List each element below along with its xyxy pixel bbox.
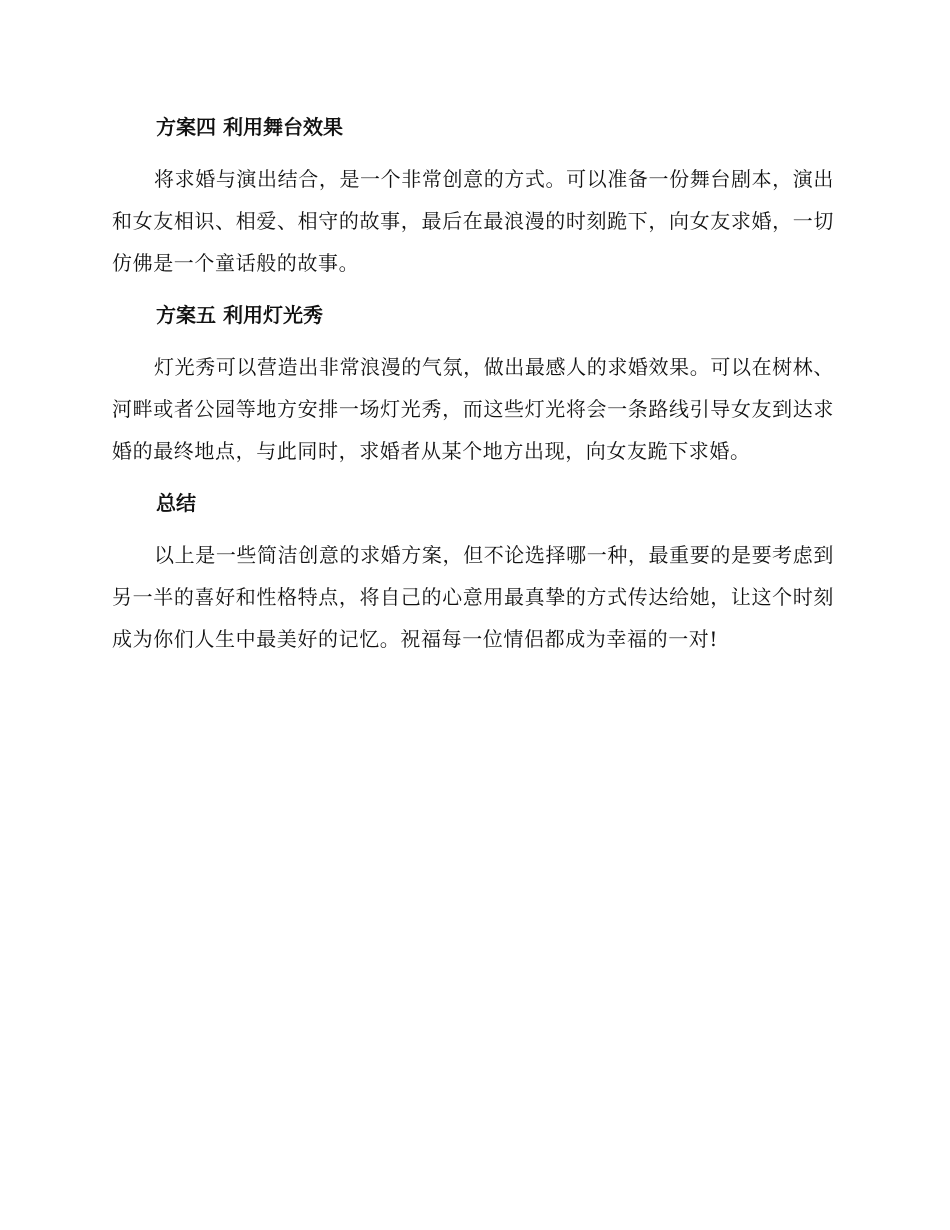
section-heading-plan-five: 方案五 利用灯光秀 xyxy=(156,303,323,327)
section-paragraph-plan-five: 灯光秀可以营造出非常浪漫的气氛，做出最感人的求婚效果。可以在树林、河畔或者公园等地方安排一场灯光秀，而这些灯光将会一条路线引导女友到达求婚的最终地点，与此同时，求婚者从某个地方出现，向女友跪下求婚。 xyxy=(112,355,834,463)
section-heading-plan-four: 方案四 利用舞台效果 xyxy=(156,115,343,139)
section-heading-summary: 总结 xyxy=(156,491,196,515)
section-paragraph-summary: 以上是一些简洁创意的求婚方案，但不论选择哪一种，最重要的是要考虑到另一半的喜好和性格特点，将自己的心意用最真挚的方式传达给她，让这个时刻成为你们人生中最美好的记忆。祝福每一位情侣都成为幸福的一对! xyxy=(112,543,834,651)
document-body xyxy=(112,108,834,672)
section-paragraph-plan-four: 将求婚与演出结合，是一个非常创意的方式。可以准备一份舞台剧本，演出和女友相识、相爱、相守的故事，最后在最浪漫的时刻跪下，向女友求婚，一切仿佛是一个童话般的故事。 xyxy=(112,167,834,275)
